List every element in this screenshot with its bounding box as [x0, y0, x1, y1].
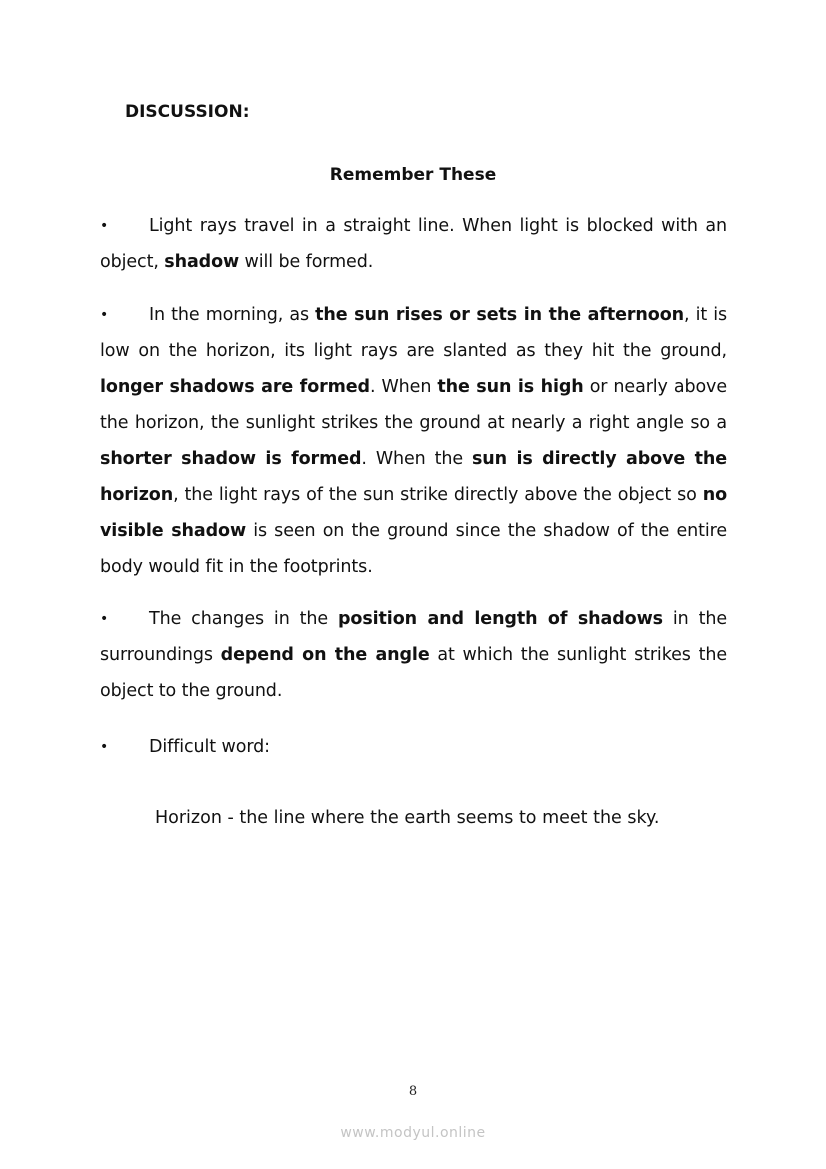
text: will be formed. — [239, 252, 374, 272]
bullet-icon: • — [100, 611, 109, 627]
section-heading: DISCUSSION: — [125, 102, 250, 122]
bullet-item-light-rays — [100, 208, 727, 280]
text: The changes in the — [149, 609, 338, 629]
text: is seen on the ground since the shadow of the entire body would fit in the footprints. — [100, 521, 727, 577]
text: Light rays travel in a straight line. When light is blocked with an object, — [100, 216, 727, 272]
bullet-icon: • — [100, 739, 109, 755]
text: in the surroundings — [100, 609, 727, 665]
text: , it is low on the horizon, its light rays are slanted as they hit the ground, — [100, 305, 727, 361]
text: . When the — [361, 449, 472, 469]
bullet-item-difficult-word — [100, 729, 727, 765]
bold-term: no visible shadow — [100, 485, 727, 541]
bold-term: position and length of shadows — [337, 609, 663, 629]
bold-term: the sun is high — [437, 377, 584, 397]
text: Difficult word: — [149, 737, 270, 757]
section-subheading: Remember These — [329, 165, 497, 185]
text: , the light rays of the sun strike directly above the object so — [173, 485, 703, 505]
definition-horizon: Horizon - the line where the earth seems to meet the sky. — [155, 808, 660, 828]
bold-term: sun is directly above the horizon — [100, 449, 728, 505]
bold-term: the sun rises or sets in the afternoon — [315, 305, 684, 325]
bullet-icon: • — [100, 307, 109, 323]
page-number: 8 — [408, 1084, 418, 1099]
text: or nearly above the horizon, the sunlight strikes the ground at nearly a right angle so a — [100, 377, 727, 433]
bullet-icon: • — [100, 218, 109, 234]
bullet-item-sun-position — [100, 297, 727, 585]
bullet-item-shadow-changes — [100, 601, 727, 709]
text: at which the sunlight strikes the object to the ground. — [100, 645, 727, 701]
bold-term: longer shadows are formed — [100, 377, 370, 397]
watermark: www.modyul.online — [340, 1125, 486, 1141]
bold-term: depend on the angle — [220, 645, 430, 665]
text: In the morning, as — [149, 305, 316, 325]
text: . When — [369, 377, 438, 397]
bold-term: shorter shadow is formed — [100, 449, 362, 469]
bold-term: shadow — [164, 252, 240, 272]
